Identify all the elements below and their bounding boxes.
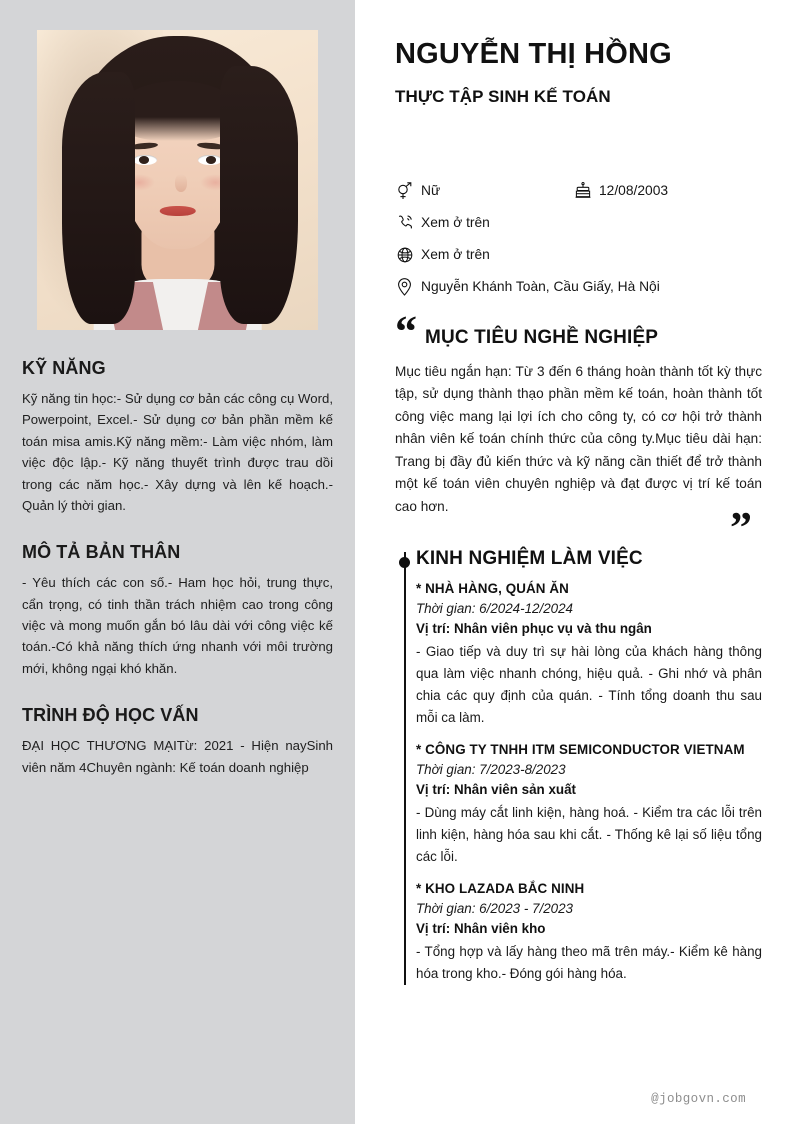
- watermark: @jobgovn.com: [651, 1092, 746, 1106]
- about-heading: MÔ TẢ BẢN THÂN: [22, 542, 181, 563]
- quote-close-icon: ”: [730, 503, 752, 553]
- contact-row[interactable]: [395, 213, 762, 232]
- portrait-photo: [37, 30, 318, 330]
- company-name: * NHÀ HÀNG, QUÁN ĂN: [416, 581, 569, 597]
- job-description: - Tổng hợp và lấy hàng theo mã trên máy.- Kiểm kê hàng hóa trong kho.- Đóng gói hàng hóa.: [416, 944, 762, 982]
- quote-open-icon: “: [395, 307, 417, 357]
- job-position: Vị trí: Nhân viên phục vụ và thu ngân: [416, 621, 652, 637]
- website-item[interactable]: [395, 245, 490, 264]
- phone-item[interactable]: [395, 213, 490, 232]
- job-description: - Giao tiếp và duy trì sự hài lòng của khách hàng thông qua làm việc nhanh chóng, hiệu quả. - Ghi nhớ và phân chia các quy định của quán. - Tính tổng doanh thu sau mỗi ca làm.: [416, 644, 762, 725]
- contact-row: [395, 277, 762, 296]
- contact-block: [395, 181, 762, 296]
- company-name: * CÔNG TY TNHH ITM SEMICONDUCTOR VIETNAM: [416, 742, 745, 758]
- experience-item: [416, 742, 762, 867]
- phone-icon: [395, 213, 414, 232]
- job-position: Vị trí: Nhân viên sản xuất: [416, 782, 576, 798]
- address-item: [395, 277, 660, 296]
- skills-body: Kỹ năng tin học:- Sử dụng cơ bản các công cụ Word, Powerpoint, Excel.- Sử dụng cơ bản phần mềm kế toán misa amis.Kỹ năng mềm:- Làm việc nhóm, làm việc độc lập.- Kỹ năng thuyết trình được trau dồi trong các năm học.- Xây dựng và lên kế hoạch.- Quản lý thời gian.: [22, 391, 333, 513]
- job-time: Thời gian: 6/2024-12/2024: [416, 601, 573, 617]
- gender-value: Nữ: [421, 183, 441, 199]
- objective-header: [395, 307, 762, 357]
- main-column: [355, 0, 790, 1124]
- page-title: NGUYỄN THỊ HỒNG: [395, 38, 672, 70]
- job-title: THỰC TẬP SINH KẾ TOÁN: [395, 87, 611, 107]
- education-heading: TRÌNH ĐỘ HỌC VẤN: [22, 705, 199, 726]
- birthday-value: 12/08/2003: [599, 183, 669, 199]
- gender-item: [395, 181, 573, 200]
- objective-body: Mục tiêu ngắn hạn: Từ 3 đến 6 tháng hoàn thành tốt kỳ thực tập, sử dụng thành thạo phần mềm kế toán, hoàn thành tốt công việc mang lại lợi ích cho công ty, có cơ hội trở thành nhân viên kế toán chính thức của công ty.Mục tiêu dài hạn: Trang bị đầy đủ kiến thức và kỹ năng cần thiết để trở thành một kế toán viên chuyên nghiệp và đạt được vị trí kế toán cao hơn.: [395, 363, 762, 514]
- education-section: [22, 705, 333, 778]
- globe-icon: [395, 245, 414, 264]
- timeline-dot: [399, 557, 410, 568]
- website-value: Xem ở trên: [421, 247, 490, 263]
- birthday-item: [573, 181, 668, 200]
- phone-value: Xem ở trên: [421, 215, 490, 231]
- about-body: - Yêu thích các con số.- Ham học hỏi, trung thực, cẩn trọng, có tinh thần trách nhiệm cao trong công việc và mong muốn gắn bó lâu dài với công việc kế toán.-Có khả năng thích ứng nhanh với môi trường mới, không ngại khó khăn.: [22, 575, 333, 676]
- experience-section: [395, 503, 762, 984]
- timeline-line: [404, 552, 406, 984]
- job-description: - Dùng máy cắt linh kiện, hàng hoá. - Kiểm tra các lỗi trên linh kiện, hàng hóa sau khi cắt. - Thống kê lại số liệu tổng các lỗi.: [416, 805, 762, 864]
- contact-row: [395, 181, 762, 200]
- experience-heading: KINH NGHIỆM LÀM VIỆC: [416, 548, 643, 570]
- objective-heading: MỤC TIÊU NGHỀ NGHIỆP: [425, 326, 659, 348]
- about-section: [22, 542, 333, 679]
- job-position: Vị trí: Nhân viên kho: [416, 921, 546, 937]
- job-time: Thời gian: 7/2023-8/2023: [416, 762, 566, 778]
- education-body: ĐẠI HỌC THƯƠNG MẠITừ: 2021 - Hiện naySinh viên năm 4Chuyên ngành: Kế toán doanh nghiệp: [22, 738, 333, 775]
- sidebar: [0, 0, 355, 1124]
- objective-section: [395, 307, 762, 518]
- avatar: [37, 30, 318, 330]
- experience-item: [416, 581, 762, 728]
- skills-section: [22, 358, 333, 516]
- job-time: Thời gian: 6/2023 - 7/2023: [416, 901, 573, 917]
- gender-icon: [395, 181, 414, 200]
- company-name: * KHO LAZADA BẮC NINH: [416, 881, 585, 897]
- address-value: Nguyễn Khánh Toàn, Cầu Giấy, Hà Nội: [421, 279, 660, 295]
- experience-item: [416, 881, 762, 984]
- location-pin-icon: [395, 277, 414, 296]
- skills-heading: KỸ NĂNG: [22, 358, 106, 378]
- contact-row[interactable]: [395, 245, 762, 264]
- birthday-cake-icon: [573, 181, 592, 200]
